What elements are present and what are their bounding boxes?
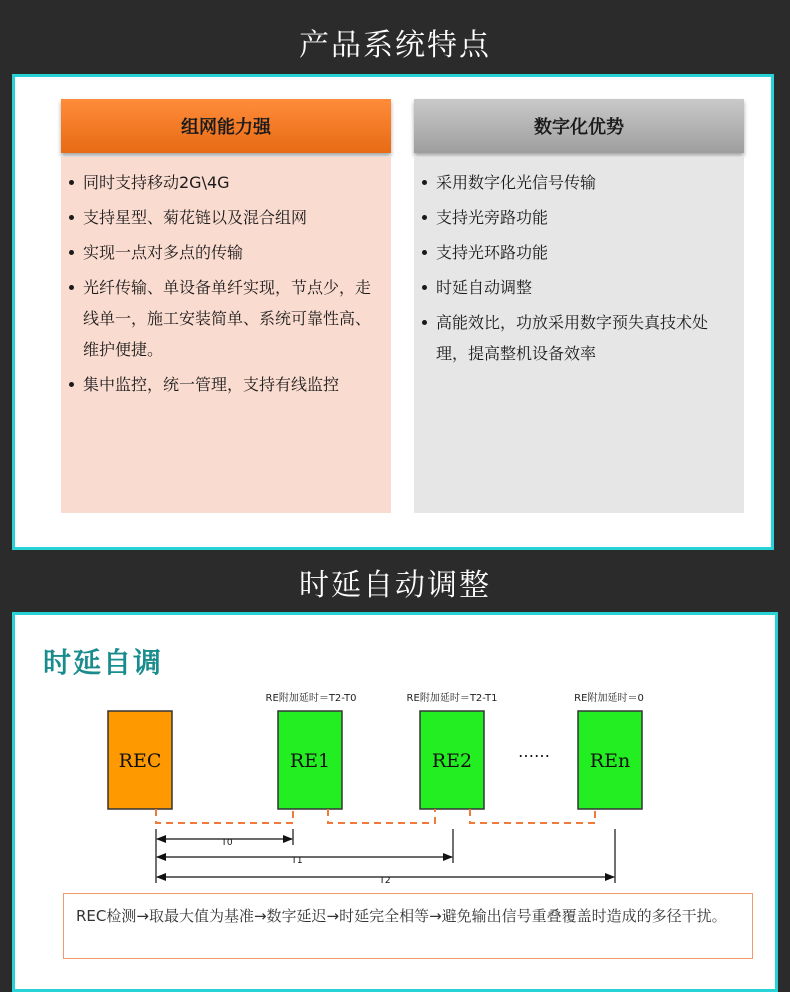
digital-heading: 数字化优势 <box>414 99 744 153</box>
t1-label: T1 <box>291 856 303 866</box>
list-item: 光纤传输、单设备单纤实现，节点少，走线单一，施工安装简单、系统可靠性高、维护便捷。 <box>69 272 379 365</box>
digital-list-panel <box>414 157 744 513</box>
list-item: 支持光旁路功能 <box>422 202 732 233</box>
list-item: 实现一点对多点的传输 <box>69 237 379 268</box>
ren-box-label: REn <box>589 750 631 772</box>
digital-list <box>422 167 732 369</box>
networking-list <box>69 167 379 400</box>
list-item: 支持星型、菊花链以及混合组网 <box>69 202 379 233</box>
dashed-path-re2-ren <box>470 809 595 823</box>
re1-box-label: RE1 <box>289 750 331 772</box>
list-item: 集中监控，统一管理，支持有线监控 <box>69 369 379 400</box>
features-panel <box>12 74 774 550</box>
ren-delay-label: RE附加延时＝0 <box>574 693 644 704</box>
list-item: 采用数字化光信号传输 <box>422 167 732 198</box>
delay-diagram <box>15 615 775 895</box>
list-item: 支持光环路功能 <box>422 237 732 268</box>
networking-list-panel <box>61 157 391 513</box>
section-title-features: 产品系统特点 <box>299 28 491 63</box>
rec-box-label: REC <box>118 750 162 772</box>
list-item: 时延自动调整 <box>422 272 732 303</box>
dashed-path-rec-re1 <box>156 809 293 823</box>
re2-box-label: RE2 <box>431 750 473 772</box>
process-note: REC检测→取最大值为基准→数字延迟→时延完全相等→避免输出信号重叠覆盖时造成的多径干扰。 <box>63 893 753 959</box>
list-item: 同时支持移动2G\4G <box>69 167 379 198</box>
re1-delay-label: RE附加延时＝T2-T0 <box>265 693 357 704</box>
t2-label: T2 <box>379 876 391 886</box>
networking-heading: 组网能力强 <box>61 99 391 153</box>
ellipsis: …… <box>518 742 550 761</box>
t0-label: T0 <box>221 838 233 848</box>
list-item: 高能效比，功放采用数字预失真技术处理，提高整机设备效率 <box>422 307 732 369</box>
section-title-delay: 时延自动调整 <box>299 568 491 603</box>
diagram-title: 时延自调 <box>43 646 164 679</box>
re2-delay-label: RE附加延时＝T2-T1 <box>406 693 498 704</box>
dashed-path-re1-re2 <box>328 809 435 823</box>
delay-panel <box>12 612 778 992</box>
